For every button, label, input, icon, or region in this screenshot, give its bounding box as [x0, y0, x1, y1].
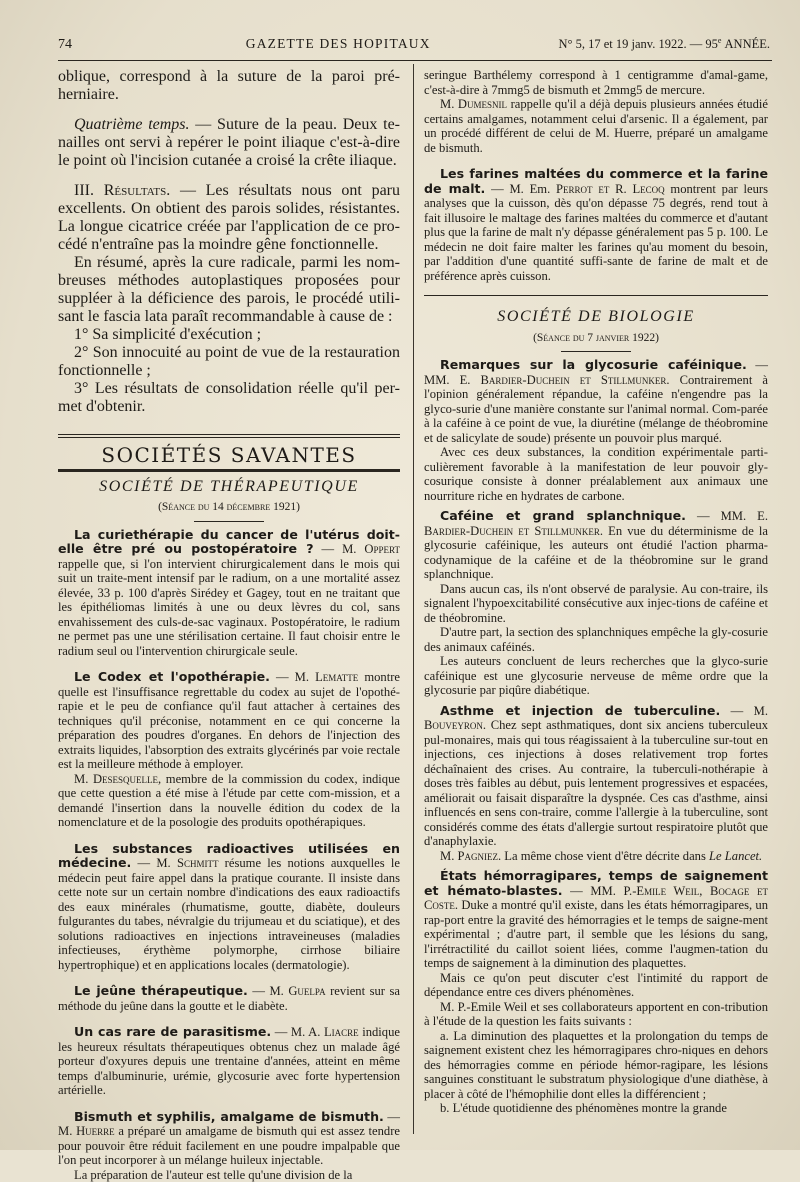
article-codex-reply: M. Desesquelle, membre de la commission du codex, indique que cette question a été mise à l'étude par cette com-mission, et a demandé l'insertion dans la nouvelle édition du codex de la nomenclature et de la posologie des produits opothérapiques.	[58, 772, 400, 830]
article-malt: Les farines maltées du commerce et la farine de malt. — M. Em. Perrot et R. Lecoq montrent par leurs analyses que la cuisson, dès qu'on dépasse 75 degrés, rend tout à fait illusoire le maltage des farines maltées du commerce et d'autant plus que la farine de malt n'y dépasse généralement pas 5 p. 100. Le médecin ne doit faire malter les farines qu'au moment du besoin, par l'addition d'une quantité suffi-sante de farine de malt et de préférence après cuisson.	[424, 167, 768, 283]
society-title: SOCIÉTÉ DE BIOLOGIE	[424, 310, 768, 325]
step-label: Quatrième temps.	[74, 116, 190, 133]
article-title: Remarques sur la glycosurie caféinique.	[440, 357, 747, 372]
article-author: Huerre	[76, 1124, 115, 1138]
list-item: 3° Les résultats de consolidation réelle qu'il per-met d'obtenir.	[58, 380, 400, 416]
article-title: Caféine et grand splanchnique.	[440, 508, 686, 523]
seance-date	[58, 500, 400, 515]
article-author: Guelpa	[288, 984, 325, 998]
section-title: SOCIÉTÉS SAVANTES	[58, 448, 400, 463]
article-asthma: Asthme et injection de tuberculine. — M. Bouveyron. Chez sept asthmatiques, dont six anciens tuberculeux pul-monaires, mais qui tous réagissaient à la tuberculine sur-tout en injections, ces injections à doses relativement trop fortes déchaînaient des crises. Au contraire, la tuberculi-nothérapie à doses très faibles au début, puis lentement progressives et espacées, améliorait ou faisait disparaître la dyspnée. Ces cas d'asthme, ainsi influencés en sens con-traire, comme l'allergie à la tuberculine, sont considérés comme des états d'allergie surtout respiratoire plutôt que d'anaphylaxie.	[424, 704, 768, 849]
article-author: Dumesnil	[458, 97, 507, 111]
article-codex: Le Codex et l'opothérapie. — M. Lematte montre quelle est l'insuffisance regrettable du codex au sujet de l'opothé-rapie et le peu de confiance qu'il faut attacher à certaines des techniques qu'il préconise, notamment en ce qui concerne la préparation des poudres d'organes. En dehors de l'injection des extraits liquides, l'absorption des extraits glycérinés par voie rectale est la meilleure méthode à employer.	[58, 670, 400, 772]
article-title: Asthme et injection de tuberculine.	[440, 703, 720, 718]
article-radioactive: Les substances radioactives utilisées en médecine. — M. Schmitt résume les notions auxquelles le médecin peut faire appel dans la pratique courante. Il insiste dans cette note sur un certain nombre d'indications des eaux radioactifs des eaux minérales (rhumatisme, goutte, diabète, douleurs fulgurantes du tabes, névralgie du trijumeau et du sciatique), et des solutions radioactives en injections intraveineuses (maladies infectieuses, érythème polymorphe, cirrhose biliaire hypertrophique) et en applications locales (dermatologie).	[58, 842, 400, 973]
article-fasting: Le jeûne thérapeutique. — M. Guelpa revient sur sa méthode du jeûne dans la goutte et le diabète.	[58, 984, 400, 1013]
short-rule	[194, 521, 264, 522]
article-title: Les substances radioactives utilisées en médecine.	[58, 841, 400, 871]
article-text: . La même chose vient d'être décrite dans	[498, 849, 709, 863]
list-item: 2° Son innocuité au point de vue de la restauration fonctionnelle ;	[58, 344, 400, 380]
paragraph: D'autre part, la section des splanchniques empêche la gly-cosurie des animaux caféinés.	[424, 625, 768, 654]
article-title: Le jeûne thérapeutique.	[74, 983, 248, 998]
article-bismuth: Bismuth et syphilis, amalgame de bismuth. — M. Huerre a préparé un amalgame de bismuth qui est assez tendre pour pouvoir être réduit facilement en une poudre impalpable que l'on peut incorporer à un mélange huileux injectable.	[58, 1110, 400, 1168]
article-text: . Chez sept asthmatiques, dont six anciens tuberculeux pul-monaires, mais qui tous réagissaient à la tuberculine sur-tout en injections, ces injections à doses relativement trop fortes déchaînaient des crises. Au contraire, la tuberculi-nothérapie à doses très faibles au début, puis lentement progressives et espacées, améliorait ou faisait disparaître la dyspnée. Ces cas d'asthme, ainsi influencés en sens con-traire, comme l'allergie à la tuberculine, sont considérés comme des états d'allergie surtout respiratoire plutôt que d'anaphylaxie.	[424, 718, 768, 848]
article-author: Perrot et R. Lecoq	[556, 182, 665, 196]
society-title: SOCIÉTÉ DE THÉRAPEUTIQUE	[58, 480, 400, 495]
article-author: Oppert	[364, 542, 400, 556]
step-text: — Suture de la peau. Deux te-nailles ont servi à repérer le point iliaque c'est-à-dire le point où l'incision cutanée a croisé la crête iliaque.	[58, 116, 400, 169]
page-number: 74	[58, 37, 118, 53]
short-rule	[561, 351, 631, 352]
article-splanchnic: Caféine et grand splanchnique. — MM. E. Bardier-Duchein et Stillmunker. En vue du déterminisme de la glycosurie caféinique, les auteurs ont étudié l'action pharma-codynamique de la caféine et de la théobromine sur le grand splanchnique.	[424, 509, 768, 582]
article-text: . Contrairement à l'opinion généralement répandue, la caféine n'engendre pas la glyco-surie d'une manière constante sur l'animal normal. Com-parée à la caféine à ce point de vue, la diurétine (mélange de théobromine et de salicylate de soude) présente un pouvoir plus marqué.	[424, 373, 768, 445]
results-label: III. Résultats.	[74, 182, 170, 199]
article-text: rappelle que, si l'on intervient chirurgicalement dans le mois qui suit un traite-ment intensif par le radium, on a une mortalité assez élevée, 33 p. 100 d'après Sirédey et Gagey, tout en ne traitant que les épithéliomas limités à une ou deux lèvres du col, sans envahissement des culs-de-sac vaginaux. Postopératoire, le radium ne permet pas une une stérilisation certaine. Il faut choisir entre le radium seul ou l'intervention chirurgicale seule.	[58, 557, 400, 658]
paragraph: M. P.-Emile Weil et ses collaborateurs apportent en con-tribution à l'étude de la question les faits suivants :	[424, 1000, 768, 1029]
article-curietherapy: La curiethérapie du cancer de l'utérus doit-elle être pré ou postopératoire ? — M. Oppert rappelle que, si l'on intervient chirurgicalement dans le mois qui suit un traite-ment intensif par le radium, on a une mortalité assez élevée, 33 p. 100 d'après Sirédey et Gagey, tout en ne traitant que les épithéliomas limités à une ou deux lèvres du col, sans envahissement des culs-de-sac vaginaux. Postopératoire, le radium ne permet pas une une stérilisation certaine. Il faut choisir entre le radium seul ou l'intervention chirurgicale seule.	[58, 528, 400, 659]
article-author: Bardier-Duchein et Stillmunker	[424, 524, 600, 538]
header-rule	[58, 60, 772, 61]
list-item: 1° Sa simplicité d'exécution ;	[58, 326, 400, 344]
article-author: Lematte	[315, 670, 358, 684]
article-text: a préparé un amalgame de bismuth qui est assez tendre pour pouvoir être réduit facilement en une poudre impalpable que l'on peut incorporer à un mélange huileux injectable.	[58, 1124, 400, 1167]
article-parasitism: Un cas rare de parasitisme. — M. A. Liacre indique les heureux résultats thérapeutiques obtenus chez un malade âgé porteur d'oxyures depuis une trentaine d'années, atteint en même temps d'albuminurie, urémie, glycosurie avec forte hypertension artérielle.	[58, 1025, 400, 1098]
paragraph-summary: En résumé, après la cure radicale, parmi les nom-breuses méthodes autoplastiques proposées pour suppléer à la déficience des parois, le procédé utili-sant le fascia lata paraît recommandable à cause de :	[58, 254, 400, 326]
article-glycosuria: Remarques sur la glycosurie caféinique. — MM. E. Bardier-Duchein et Stillmunker. Contrairement à l'opinion généralement répandue, la caféine n'engendre pas la glyco-surie d'une manière constante sur l'animal normal. Com-parée à la caféine à ce point de vue, la diurétine (mélange de théobromine et de salicylate de soude) présente un pouvoir plus marqué.	[424, 358, 768, 445]
article-author: Pagniez	[458, 849, 499, 863]
article-title: Les farines maltées du commerce et la farine de malt.	[424, 166, 768, 196]
section-rule	[58, 434, 400, 438]
article-text: montrent par leurs analyses que la cuisson, dès qu'on dépasse 75 degrés, rend tout à fait illusoire le maltage des farines maltées du commerce et d'autant plus que la farine de malt n'y dépasse généralement pas 5 p. 100. Le médecin ne doit faire malter les farines qu'au moment du besoin, par l'addition d'une quantité suffi-sante de farine de malt et de préférence après cuisson.	[424, 182, 768, 283]
paragraph-continuation: La préparation de l'auteur est telle qu'une division de la	[58, 1168, 400, 1182]
left-column	[58, 68, 400, 1138]
paragraph: Dans aucun cas, ils n'ont observé de paralysie. Au con-traire, ils signalent l'hypoexcitabilité consécutive aux injec-tions de caféine et de théobromine.	[424, 582, 768, 626]
article-title: Bismuth et syphilis, amalgame de bismuth.	[74, 1109, 384, 1124]
issue-number: N° 5, 17 et 19 janv. 1922. — 95	[558, 37, 717, 51]
paragraph: Avec ces deux substances, la condition expérimentale parti-culièrement favorable à la manifestation de leur pouvoir gly-cosurique consiste à donner préalablement aux animaux une nourriture riche en hydrates de carbone.	[424, 445, 768, 503]
section-rule	[424, 295, 768, 296]
paragraph: Mais ce qu'on peut discuter c'est l'intimité du rapport de dépendance entre ces divers phénomènes.	[424, 971, 768, 1000]
seance-date	[424, 331, 768, 346]
issue-suffix: e	[718, 36, 722, 45]
page-header	[58, 36, 770, 58]
article-text: indique les heureux résultats thérapeutiques obtenus chez un malade âgé porteur d'oxyures depuis une trentaine d'années, atteint en même temps d'albuminurie, urémie, glycosurie avec forte hypertension artérielle.	[58, 1025, 400, 1097]
seance-text: (Séance du 14 décembre 1921)	[158, 501, 300, 513]
journal-name: Le Lancet.	[709, 849, 762, 863]
article-title: La curiethérapie du cancer de l'utérus doit-elle être pré ou postopératoire ?	[58, 527, 400, 557]
article-text: montre quelle est l'insuffisance regrettable du codex au sujet de l'opothé-rapie et le peu de confiance qu'il faut attacher à certaines des techniques qu'il préconise, notamment en ce qui concerne la préparation des poudres d'organes. En dehors de l'injection des extraits liquides, l'absorption des extraits glycérinés par voie rectale est la meilleure méthode à employer.	[58, 670, 400, 771]
paragraph-pagniez: M. Pagniez. La même chose vient d'être décrite dans Le Lancet.	[424, 849, 768, 864]
section-heavy-rule	[58, 469, 400, 472]
paragraph-continuation: oblique, correspond à la suture de la paroi pré-herniaire.	[58, 68, 400, 104]
paragraph: b. L'étude quotidienne des phénomènes montre la grande	[424, 1101, 768, 1116]
article-author: Liacre	[324, 1025, 359, 1039]
article-text: . En vue du déterminisme de la glycosurie caféinique, les auteurs ont étudié l'action pharma-codynamique de la caféine et de la théobromine sur le grand splanchnique.	[424, 524, 768, 582]
article-title: Un cas rare de parasitisme.	[74, 1024, 271, 1039]
article-text: , membre de la commission du codex, indique que cette question a été mise à l'étude par cette com-mission, et a demandé l'insertion dans la nouvelle édition du codex de la nomenclature et de la posologie des produits opothérapiques.	[58, 772, 400, 830]
article-author: Desesquelle	[93, 772, 158, 786]
issue-info	[558, 36, 770, 52]
article-text: revient sur sa méthode du jeûne dans la goutte et le diabète.	[58, 984, 400, 1013]
paragraph-continuation: seringue Barthélemy correspond à 1 centigramme d'amal-game, c'est-à-dire à 7mmg5 de bismuth et 2mmg5 de mercure.	[424, 68, 768, 97]
paragraph: a. La diminution des plaquettes et la prolongation du temps de saignement existent chez les hémorragipares chro-niques en dehors des hémorragies comme en période hémor-ragipare, les lésions sanguines constituant le substratum physiologique d'une diathèse, à placer à côté de l'hémophilie dont elles la différencient ;	[424, 1029, 768, 1102]
article-author: Bardier-Duchein et Stillmunker	[481, 373, 667, 387]
article-author: Schmitt	[177, 856, 219, 870]
article-hemorrhagic: États hémorragipares, temps de saignement et hémato-blastes. — MM. P.-Emile Weil, Bocage et Coste. Duke a montré qu'il existe, dans les états hémorragipares, un rap-port entre la gravité des hémorragies et le temps de saigne-ment expérimental ; d'autre part, il semble que les lésions du sang, l'irrétractilité du caillot soient liées, comme l'augmen-tation du temps de saignement à la diminution des plaquettes.	[424, 869, 768, 971]
journal-title: GAZETTE DES HOPITAUX	[118, 36, 558, 52]
paragraph-dumesnil: M. Dumesnil rappelle qu'il a déjà depuis plusieurs années étudié certains amalgames, notamment celui d'arsenic. Il a également, par un procédé différent de celui de M. Huerre, préparé un amalgame de bismuth.	[424, 97, 768, 155]
paragraph: Les auteurs concluent de leurs recherches que la glyco-surie caféinique est une glycosurie nerveuse de même ordre que la glycosurie par piqûre diabétique.	[424, 654, 768, 698]
column-divider	[413, 64, 414, 1134]
article-author: Bouveyron	[424, 718, 483, 732]
article-text: résume les notions auxquelles le médecin peut faire appel dans la pratique courante. Il insiste dans cette note sur un certain nombre d'indications des eaux radioactifs des eaux minérales (rhumatisme, goutte, diabète, douleurs fulgurantes du tabes, névralgie du trijumeau et du sciatique), et des solutions radioactives en injections intraveineuses (maladies infectieuses, érythème polymorphe, cirrhose biliaire hypertrophique) et en applications locales (dermatologie).	[58, 856, 400, 972]
issue-year: ANNÉE.	[725, 37, 770, 51]
article-author: P.-Emile Weil, Bocage et Coste	[424, 884, 768, 913]
article-text: . Duke a montré qu'il existe, dans les états hémorragipares, un rap-port entre la gravité des hémorragies et le temps de saigne-ment expérimental ; d'autre part, il semble que les lésions du sang, l'irrétractilité du caillot soient liées, comme l'augmen-tation du temps de saignement à la diminution des plaquettes.	[424, 898, 768, 970]
paragraph-results	[58, 182, 400, 254]
paragraph-fourth-step	[58, 116, 400, 170]
results-text: — Les résultats nous ont paru excellents. On obtient des parois solides, résistantes. La longue cicatrice créée par l'application de ce pro-cédé n'entraîne pas la moindre gêne fonctionnelle.	[58, 182, 400, 253]
article-text: rappelle qu'il a déjà depuis plusieurs années étudié certains amalgames, notamment celui d'arsenic. Il a également, par un procédé différent de celui de M. Huerre, préparé un amalgame de bismuth.	[424, 97, 768, 155]
article-title: Le Codex et l'opothérapie.	[74, 669, 270, 684]
article-title: États hémorragipares, temps de saignement et hémato-blastes.	[424, 868, 768, 898]
seance-text: (Séance du 7 janvier 1922)	[533, 332, 659, 344]
right-column	[424, 68, 768, 1138]
